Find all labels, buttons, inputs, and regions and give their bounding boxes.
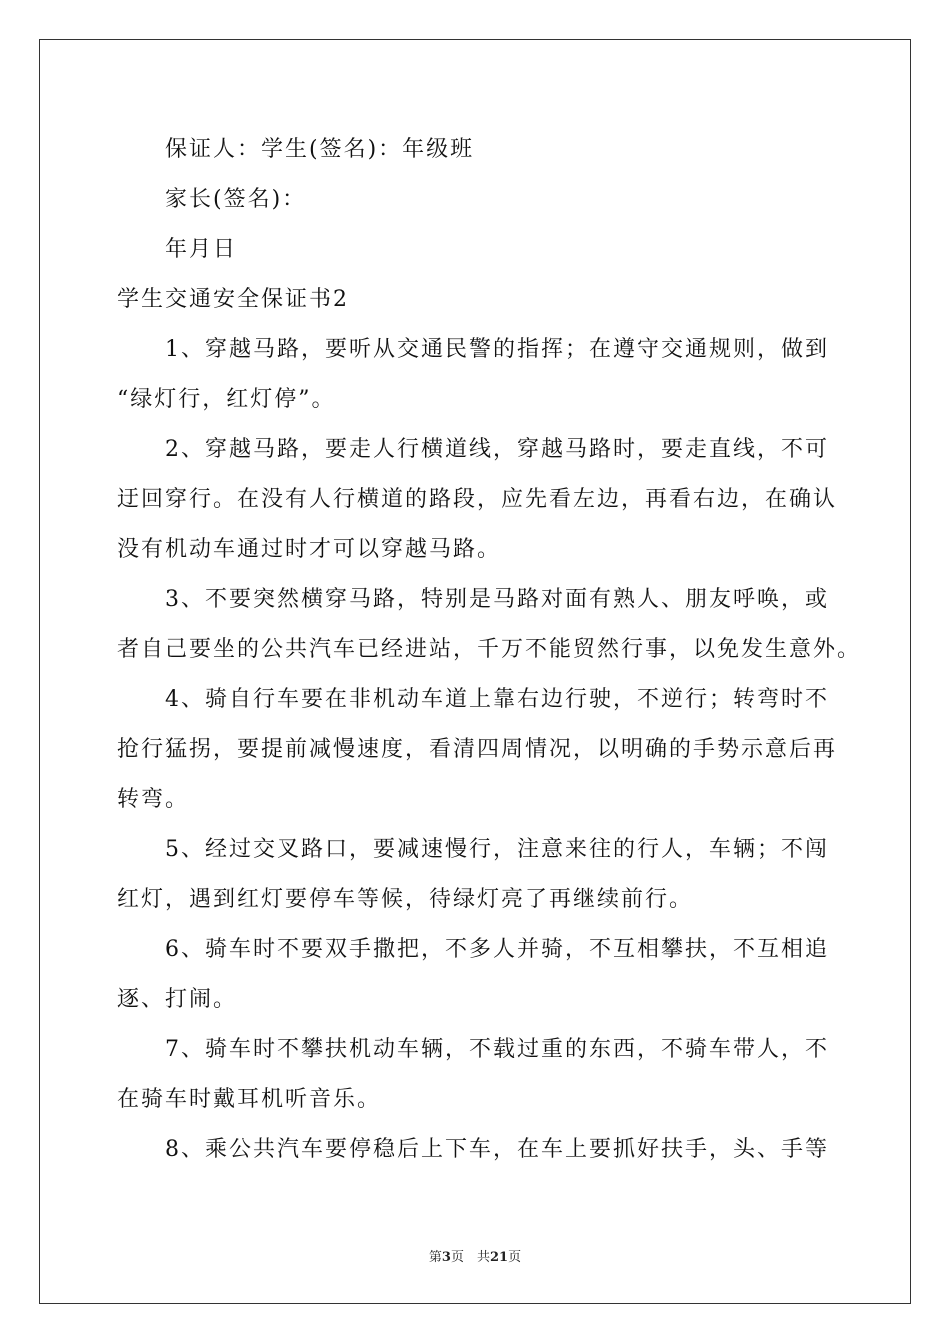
rule-4-line-3: 转弯。 [117,787,190,812]
rule-1-line-2: “绿灯行，红灯停”。 [117,387,336,412]
rule-5-line-2: 红灯，遇到红灯要停车等候，待绿灯亮了再继续前行。 [117,887,694,912]
rule-6-line-2: 逐、打闹。 [117,987,238,1012]
date-line: 年月日 [165,237,238,262]
rule-4-line-1: 4、骑自行车要在非机动车道上靠右边行驶，不逆行；转弯时不 [165,687,829,712]
rule-2-line-1: 2、穿越马路，要走人行横道线，穿越马路时，要走直线，不可 [165,437,829,462]
footer-mid: 页 共 [450,1250,490,1265]
guarantor-line: 保证人：学生(签名)：年级班 [165,137,475,162]
rule-3-line-1: 3、不要突然横穿马路，特别是马路对面有熟人、朋友呼唤，或 [165,587,829,612]
page-border [39,39,911,1304]
total-pages-number: 21 [489,1250,509,1265]
rule-7-line-1: 7、骑车时不攀扶机动车辆，不载过重的东西，不骑车带人，不 [165,1037,829,1062]
rule-8-line-1: 8、乘公共汽车要停稳后上下车，在车上要抓好扶手，头、手等 [165,1137,829,1162]
rule-1-line-1: 1、穿越马路，要听从交通民警的指挥；在遵守交通规则，做到 [165,337,829,362]
section-title: 学生交通安全保证书2 [117,287,349,312]
rule-3-line-2: 者自己要坐的公共汽车已经进站，千万不能贸然行事，以免发生意外。 [117,637,862,662]
rule-7-line-2: 在骑车时戴耳机听音乐。 [117,1087,382,1112]
footer-prefix: 第 [428,1250,442,1265]
rule-5-line-1: 5、经过交叉路口，要减速慢行，注意来往的行人，车辆；不闯 [165,837,829,862]
page-footer [0,1246,950,1265]
rule-6-line-1: 6、骑车时不要双手撒把，不多人并骑，不互相攀扶，不互相追 [165,937,829,962]
current-page-number: 3 [441,1250,451,1265]
footer-suffix: 页 [508,1250,522,1265]
parent-signature-line: 家长(签名)： [165,187,307,212]
rule-4-line-2: 抢行猛拐，要提前减慢速度，看清四周情况，以明确的手势示意后再 [117,737,838,762]
rule-2-line-3: 没有机动车通过时才可以穿越马路。 [117,537,502,562]
rule-2-line-2: 迂回穿行。在没有人行横道的路段，应先看左边，再看右边，在确认 [117,487,838,512]
